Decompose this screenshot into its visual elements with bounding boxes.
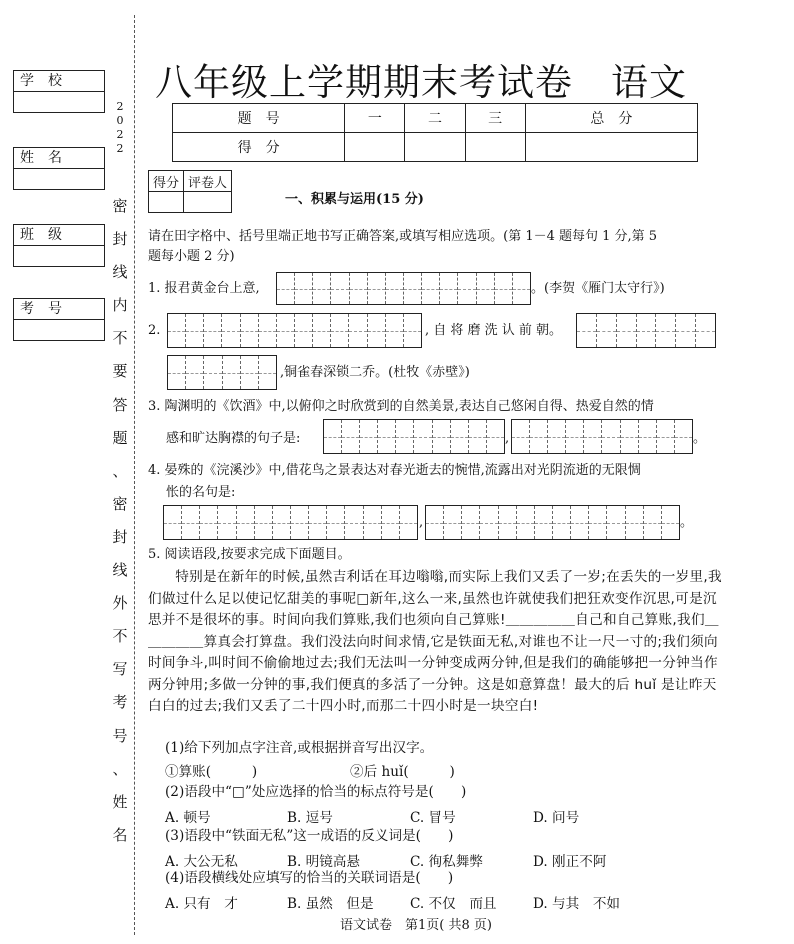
score-table (172, 103, 698, 162)
exam-number-blank[interactable] (14, 320, 104, 340)
q5-sub2-option[interactable]: C. 冒号 (410, 810, 456, 826)
q1-prefix: 1. 报君黄金台上意, (148, 281, 260, 296)
year-char: 0 (116, 114, 124, 127)
grader-score-label: 得分 (149, 171, 184, 192)
score-input-cell[interactable] (465, 133, 525, 162)
score-input-cell[interactable] (405, 133, 465, 162)
year-vertical (114, 100, 126, 156)
q2-answer-grid-3[interactable] (167, 355, 277, 390)
score-label-cell: 得 分 (173, 133, 345, 162)
year-char: 2 (116, 128, 124, 141)
exam-number-field[interactable] (13, 298, 105, 341)
grader-box (148, 170, 232, 213)
q5-sub1: (1)给下列加点字注音,或根据拼音写出汉字。 (165, 740, 434, 756)
warn-char: 封 (112, 527, 128, 546)
q5-sub2-option[interactable]: A. 顿号 (165, 810, 211, 826)
q4-comma: , (419, 515, 424, 530)
warn-char: 号 (112, 726, 128, 745)
warn-char: 答 (112, 395, 128, 414)
school-field[interactable] (13, 70, 105, 113)
warn-char: 题 (112, 428, 128, 447)
q4-answer-grid-1[interactable] (163, 505, 418, 540)
warn-char: 线 (112, 561, 128, 580)
name-label: 姓 名 (14, 148, 104, 169)
warn-char: 要 (112, 362, 128, 381)
score-header-cell: 二 (405, 104, 465, 133)
q5-intro: 5. 阅读语段,按要求完成下面题目。 (148, 547, 351, 562)
q3-line1: 3. 陶渊明的《饮酒》中,以俯仰之时欣赏到的自然美景,表达自己悠闲自得、热爱自然的情 (148, 399, 654, 414)
class-blank[interactable] (14, 246, 104, 266)
q5-sub4-option[interactable]: D. 与其 不如 (533, 896, 621, 912)
class-label: 班 级 (14, 225, 104, 246)
q2-suffix: ,铜雀春深锁二乔。(杜牧《赤壁》) (280, 365, 470, 380)
q5-passage: 特别是在新年的时候,虽然吉利话在耳边嗡嗡,而实际上我们又丢了一岁;在丢失的一岁里,我们做过什么足以使记忆甜美的事呢□新年,这么一来,虽然也许就使我们把狂欢变作沉思,可是沉思并不是很坏的事。时间向我们算账,我们也须向自己算账!＿＿＿＿＿自己和自己算账,我们＿＿＿＿＿算真会打算盘。我们没法向时间求情,它是铁面无私,对谁也不让一尺一寸的;我们须向时间争斗,叫时间不偷偷地过去;我们无法叫一分钟变成两分钟,但是我们的确能够把一分钟当作两分钟用;多做一分钟的事,我们便真的多活了一分钟。这是如意算盘！最大的后 huǐ 是让昨天白白的过去;我们又丢了二十四小时,而那二十四小时是一块空白! (148, 569, 722, 714)
grader-name-label: 评卷人 (184, 171, 232, 192)
q5-sub3: (3)语段中“铁面无私”这一成语的反义词是( ) (165, 828, 454, 844)
warn-char: 、 (112, 759, 128, 778)
school-label: 学 校 (14, 71, 104, 92)
score-header-cell: 一 (345, 104, 405, 133)
warn-char: 密 (112, 494, 128, 513)
q5-sub2-option[interactable]: D. 问号 (533, 810, 580, 826)
instructions-line: 请在田字格中、括号里端正地书写正确答案,或填写相应选项。(第 1－4 题每句 1 分,第 5 (148, 229, 658, 244)
score-input-cell[interactable] (345, 133, 405, 162)
warn-char: 不 (112, 627, 128, 646)
q4-end: 。 (680, 515, 694, 530)
warn-char: 写 (112, 660, 128, 679)
q2-prefix: 2. (148, 323, 161, 338)
warn-char: 密 (112, 197, 128, 215)
grader-score-input[interactable] (149, 192, 184, 213)
q4-line2: 怅的名句是: (166, 485, 236, 500)
q5-sub3-option[interactable]: B. 明镜高悬 (287, 854, 361, 870)
q1-suffix: 。(李贺《雁门太守行》) (531, 281, 665, 296)
q5-sub1a[interactable]: ①算账( ) (165, 764, 258, 780)
q4-answer-grid-2[interactable] (425, 505, 680, 540)
page-footer: 语文试卷 第1页( 共8 页) (340, 918, 492, 933)
q5-sub4-option[interactable]: B. 虽然 但是 (287, 896, 374, 912)
q5-sub1b[interactable]: ②后 huǐ( ) (350, 764, 455, 780)
warn-char: 外 (112, 594, 128, 613)
q5-sub3-option[interactable]: D. 刚正不阿 (533, 854, 607, 870)
q5-sub2-option[interactable]: B. 逗号 (287, 810, 333, 826)
seal-warning-vertical (110, 190, 130, 852)
seal-line (134, 15, 135, 935)
class-field[interactable] (13, 224, 105, 267)
score-header-cell: 三 (465, 104, 525, 133)
q4-line1: 4. 晏殊的《浣溪沙》中,借花鸟之景表达对春光逝去的惋惜,流露出对光阴流逝的无限惆 (148, 463, 641, 478)
warn-char: 封 (112, 230, 128, 249)
q2-answer-grid-2[interactable] (576, 313, 716, 348)
warn-char: 线 (112, 263, 128, 282)
q5-sub2: (2)语段中“□”处应选择的恰当的标点符号是( ) (165, 784, 467, 800)
q3-answer-grid-1[interactable] (323, 419, 505, 454)
score-header-cell: 总 分 (525, 104, 697, 133)
name-field[interactable] (13, 147, 105, 190)
warn-char: 考 (112, 693, 128, 712)
name-blank[interactable] (14, 169, 104, 189)
q1-answer-grid[interactable] (276, 272, 531, 305)
year-char: 2 (116, 142, 124, 155)
q5-sub3-option[interactable]: C. 徇私舞弊 (410, 854, 483, 870)
q5-sub4-option[interactable]: A. 只有 才 (165, 896, 238, 912)
q5-sub4: (4)语段横线处应填写的恰当的关联词语是( ) (165, 870, 454, 886)
q3-answer-grid-2[interactable] (511, 419, 693, 454)
instructions-line: 题每小题 2 分) (148, 249, 235, 264)
q5-sub3-option[interactable]: A. 大公无私 (165, 854, 238, 870)
warn-char: 、 (112, 461, 128, 480)
section-heading: 一、积累与运用(15 分) (285, 192, 424, 207)
warn-char: 不 (112, 329, 128, 348)
q3-comma: , (505, 431, 510, 446)
year-char: 2 (116, 100, 124, 113)
warn-char: 内 (112, 296, 128, 315)
warn-char: 姓 (112, 792, 128, 811)
school-blank[interactable] (14, 92, 104, 112)
score-input-cell[interactable] (525, 133, 697, 162)
score-header-cell: 题 号 (173, 104, 345, 133)
q2-answer-grid-1[interactable] (167, 313, 422, 348)
exam-number-label: 考 号 (14, 299, 104, 320)
page-title: 八年级上学期期末考试卷 语文 (155, 61, 687, 104)
q3-end: 。 (693, 431, 707, 446)
grader-name-input[interactable] (184, 192, 232, 213)
q5-sub4-option[interactable]: C. 不仅 而且 (410, 896, 497, 912)
warn-char: 名 (112, 825, 128, 844)
q3-line2: 感和旷达胸襟的句子是: (166, 431, 301, 446)
q2-middle: , 自 将 磨 洗 认 前 朝。 (425, 323, 563, 338)
